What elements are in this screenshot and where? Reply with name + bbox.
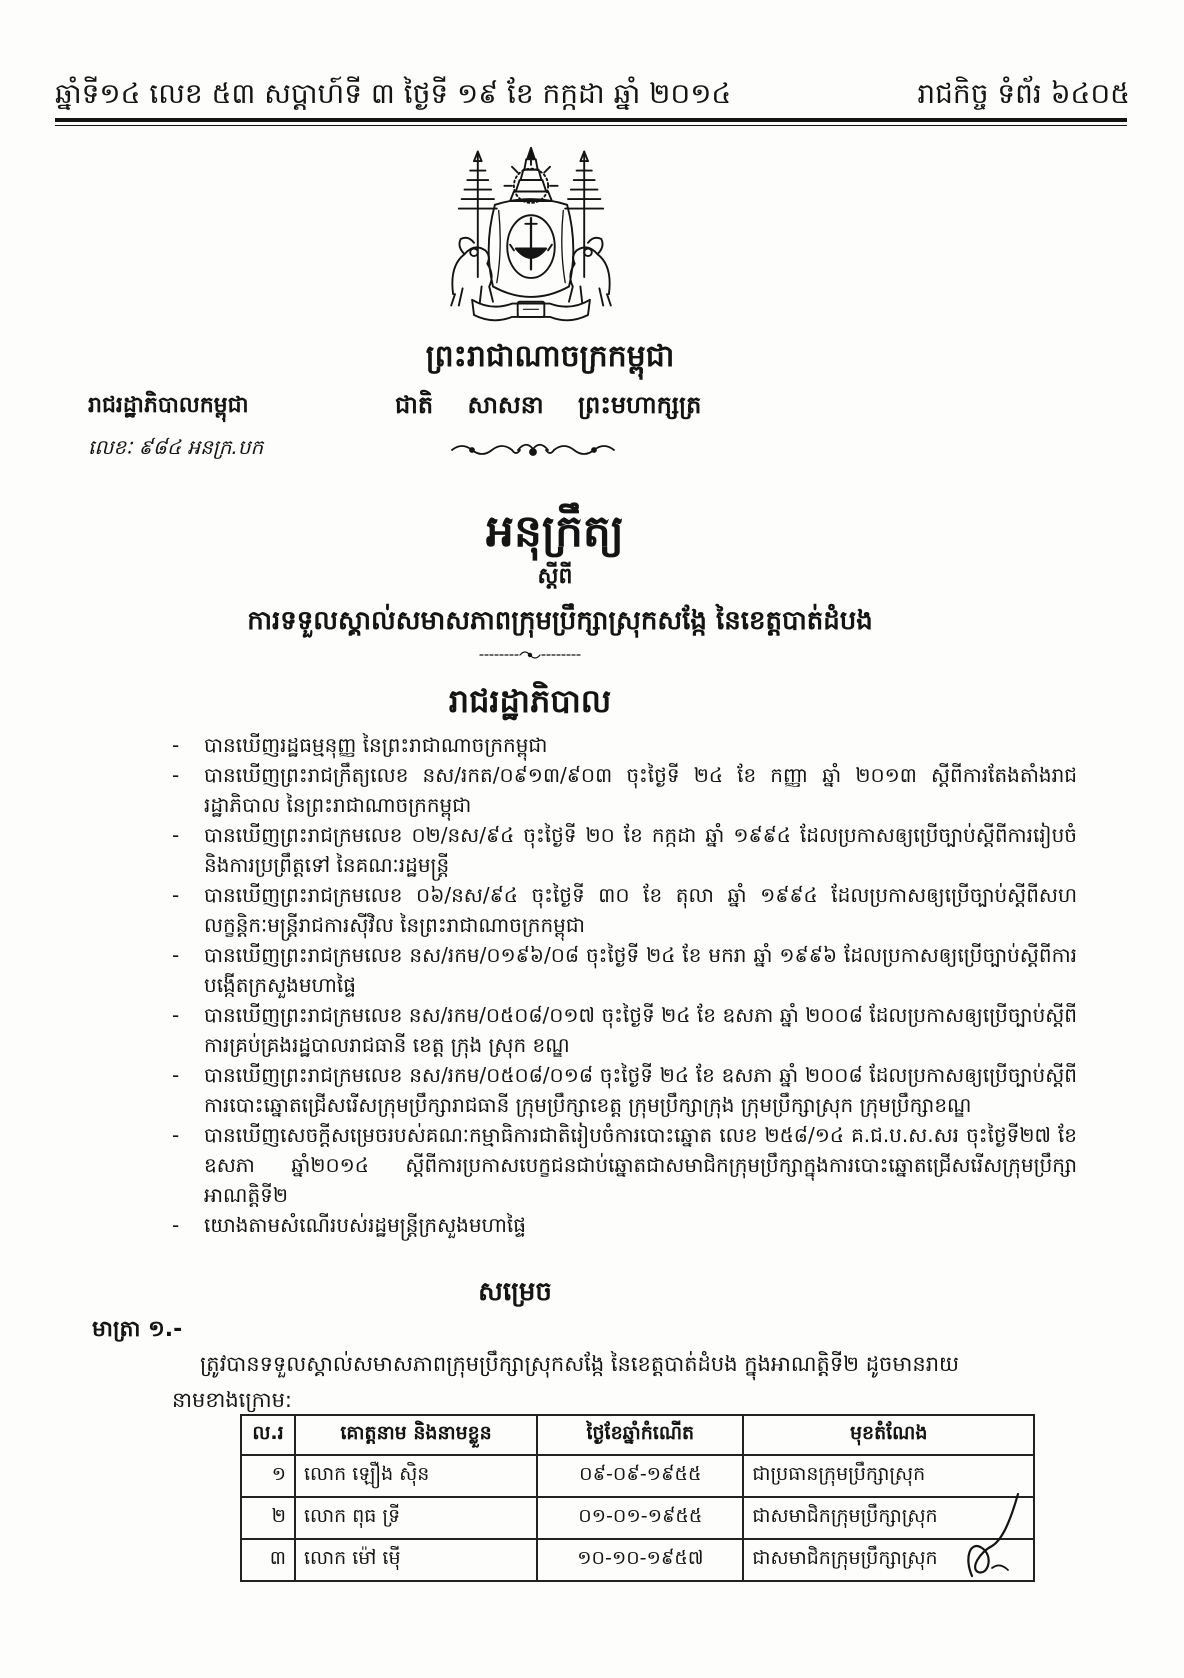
member-dob: ១០-១០-១៩៥៧ bbox=[537, 1539, 743, 1581]
consideration-text: បានឃើញព្រះរាជក្រមលេខ នស/រកម/០១៩៦/០៨ ចុះថ្ងៃទី ២៤ ខែ មករា ឆ្នាំ ១៩៩៦ ដែលប្រកាសឲ្យប្រើច្បាប់ស្តីពីការបង្កើតក្រសួងមហាផ្ទៃ bbox=[204, 943, 1077, 997]
member-dob: ០១-០១-១៩៥៥ bbox=[537, 1497, 743, 1539]
list-item bbox=[172, 880, 1077, 940]
list-item bbox=[172, 1210, 1077, 1240]
considerations-list bbox=[172, 730, 1077, 1240]
header-rule-thin bbox=[55, 125, 1127, 126]
document-subject: ការទទួលស្គាល់សមាសភាពក្រុមប្រឹក្សាស្រុកសង្កែ នៃខេត្តបាត់ដំបង bbox=[247, 606, 873, 636]
table-row bbox=[241, 1539, 1034, 1581]
decision-heading: សម្រេច bbox=[478, 1277, 552, 1307]
row-number: ២ bbox=[241, 1497, 295, 1539]
member-name: លោក ពុធ ទ្រី bbox=[295, 1497, 537, 1539]
gazette-issue-info: ឆ្នាំទី១៤ លេខ ៥៣ សប្តាហ៍ទី ៣ ថ្ងៃទី ១៩ ខែ កក្កដា ឆ្នាំ ២០១៤ bbox=[55, 77, 732, 110]
list-marker: - bbox=[172, 823, 180, 847]
gazette-page-number: រាជកិច្ច ទំព័រ ៦៤០៥ bbox=[917, 77, 1130, 110]
list-item bbox=[172, 940, 1077, 1000]
member-name: លោក ឡឿង ស៊ិន bbox=[295, 1455, 537, 1497]
consideration-text: បានឃើញរដ្ឋធម្មនុញ្ញ នៃព្រះរាជាណាចក្រកម្ពុជា bbox=[204, 733, 548, 757]
consideration-text: បានឃើញសេចក្តីសម្រេចរបស់គណៈកម្មាធិការជាតិរៀបចំការបោះឆ្នោត លេខ ២៥៨/១៤ គ.ជ.ប.ស.សរ ចុះថ្ងៃទី២៧ ខែឧសភា ឆ្នាំ២០១៤ ស្តីពីការប្រកាសបេក្ខជនជាប់ឆ្នោតជាសមាជិកក្រុមប្រឹក្សាក្នុងការបោះឆ្នោតជ្រើសរើសក្រុមប្រឹក្សាអាណត្តិទី២ bbox=[204, 1123, 1077, 1207]
list-item bbox=[172, 1060, 1077, 1120]
gazette-header bbox=[55, 72, 1130, 116]
kingdom-heading: ព្រះរាជាណាចក្រកម្ពុជា bbox=[425, 339, 675, 374]
issuer-label: រាជរដ្ឋាភិបាលកម្ពុជា bbox=[88, 393, 249, 418]
national-motto: ជាតិ សាសនា ព្រះមហាក្សត្រ bbox=[395, 391, 702, 419]
list-item bbox=[172, 1000, 1077, 1060]
list-marker: - bbox=[172, 733, 180, 757]
row-number: ១ bbox=[241, 1455, 295, 1497]
small-ornament-divider bbox=[478, 648, 582, 662]
ornament-divider bbox=[448, 436, 618, 462]
list-marker: - bbox=[172, 763, 180, 787]
list-item bbox=[172, 1120, 1077, 1210]
consideration-text: បានឃើញព្រះរាជក្រឹត្យលេខ នស/រកត/០៩១៣/៩០៣ ចុះថ្ងៃទី ២៤ ខែ កញ្ញា ឆ្នាំ ២០១៣ ស្តីពីការតែងតាំងរាជរដ្ឋាភិបាល នៃព្រះរាជាណាចក្រកម្ពុជា bbox=[204, 763, 1077, 817]
authority-heading: រាជរដ្ឋាភិបាល bbox=[448, 682, 612, 720]
reference-number: លេខៈ ៩៨៤ អនក្រ.បក bbox=[88, 435, 264, 459]
consideration-text: បានឃើញព្រះរាជក្រមលេខ ០៦/នស/៩៤ ចុះថ្ងៃទី ៣០ ខែ តុលា ឆ្នាំ ១៩៩៤ ដែលប្រកាសឲ្យប្រើច្បាប់ស្តីពីសហលក្ខន្តិកៈមន្ត្រីរាជការស៊ីវិល នៃព្រះរាជាណាចក្រកម្ពុជា bbox=[204, 883, 1077, 937]
royal-coat-of-arms-emblem bbox=[436, 143, 626, 335]
members-table bbox=[240, 1414, 1035, 1582]
table-header-row bbox=[241, 1415, 1034, 1455]
list-marker: - bbox=[172, 883, 180, 907]
member-position: ជាសមាជិកក្រុមប្រឹក្សាស្រុក bbox=[743, 1539, 1034, 1581]
table-row bbox=[241, 1455, 1034, 1497]
document-title: អនុក្រឹត្យ bbox=[486, 506, 624, 557]
list-marker: - bbox=[172, 1003, 180, 1027]
member-dob: ០៩-០៩-១៩៥៥ bbox=[537, 1455, 743, 1497]
table-row bbox=[241, 1497, 1034, 1539]
article-1-text: ត្រូវបានទទួលស្គាល់សមាសភាពក្រុមប្រឹក្សាស្រុកសង្កែ នៃខេត្តបាត់ដំបង ក្នុងអាណត្តិទី២ ដូចមានរាយនាមខាងក្រោម: bbox=[172, 1352, 960, 1412]
list-marker: - bbox=[172, 1213, 180, 1237]
list-item bbox=[172, 820, 1077, 880]
article-1-heading: មាត្រា ១.- bbox=[92, 1317, 183, 1342]
column-header-number: ល.រ bbox=[241, 1415, 295, 1455]
list-marker: - bbox=[172, 943, 180, 967]
column-header-dob: ថ្ងៃខែឆ្នាំកំណើត bbox=[537, 1415, 743, 1455]
about-label: ស្តីពី bbox=[537, 564, 573, 589]
member-name: លោក ម៉ៅ ម៉ើ bbox=[295, 1539, 537, 1581]
list-item bbox=[172, 760, 1077, 820]
header-rule bbox=[55, 118, 1127, 122]
consideration-text: បានឃើញព្រះរាជក្រមលេខ ០២/នស/៩៤ ចុះថ្ងៃទី ២០ ខែ កក្កដា ឆ្នាំ ១៩៩៤ ដែលប្រកាសឲ្យប្រើច្បាប់ស្តីពីការរៀបចំ និងការប្រព្រឹត្តទៅ នៃគណៈរដ្ឋមន្ត្រី bbox=[204, 823, 1077, 877]
column-header-position: មុខតំណែង bbox=[743, 1415, 1034, 1455]
list-marker: - bbox=[172, 1123, 180, 1147]
consideration-text: បានឃើញព្រះរាជក្រមលេខ នស/រកម/០៥០៨/០១៨ ចុះថ្ងៃទី ២៤ ខែ ឧសភា ឆ្នាំ ២០០៨ ដែលប្រកាសឲ្យប្រើច្បាប់ស្តីពីការបោះឆ្នោតជ្រើសរើសក្រុមប្រឹក្សារាជធានី ក្រុមប្រឹក្សាខេត្ត ក្រុមប្រឹក្សាក្រុង ក្រុមប្រឹក្សាស្រុក ក្រុមប្រឹក្សាខណ្ឌ bbox=[204, 1063, 1077, 1117]
member-position: ជាសមាជិកក្រុមប្រឹក្សាស្រុក bbox=[743, 1497, 1034, 1539]
row-number: ៣ bbox=[241, 1539, 295, 1581]
consideration-text: យោងតាមសំណើរបស់រដ្ឋមន្ត្រីក្រសួងមហាផ្ទៃ bbox=[204, 1213, 526, 1237]
consideration-text: បានឃើញព្រះរាជក្រមលេខ នស/រកម/០៥០៨/០១៧ ចុះថ្ងៃទី ២៤ ខែ ឧសភា ឆ្នាំ ២០០៨ ដែលប្រកាសឲ្យប្រើច្បាប់ស្តីពីការគ្រប់គ្រងរដ្ឋបាលរាជធានី ខេត្ត ក្រុង ស្រុក ខណ្ឌ bbox=[204, 1003, 1077, 1057]
list-marker: - bbox=[172, 1063, 180, 1087]
handwritten-initial-signature bbox=[958, 1488, 1030, 1584]
list-item bbox=[172, 730, 1077, 760]
member-position: ជាប្រធានក្រុមប្រឹក្សាស្រុក bbox=[743, 1455, 1034, 1497]
column-header-name: គោត្តនាម និងនាមខ្លួន bbox=[295, 1415, 537, 1455]
